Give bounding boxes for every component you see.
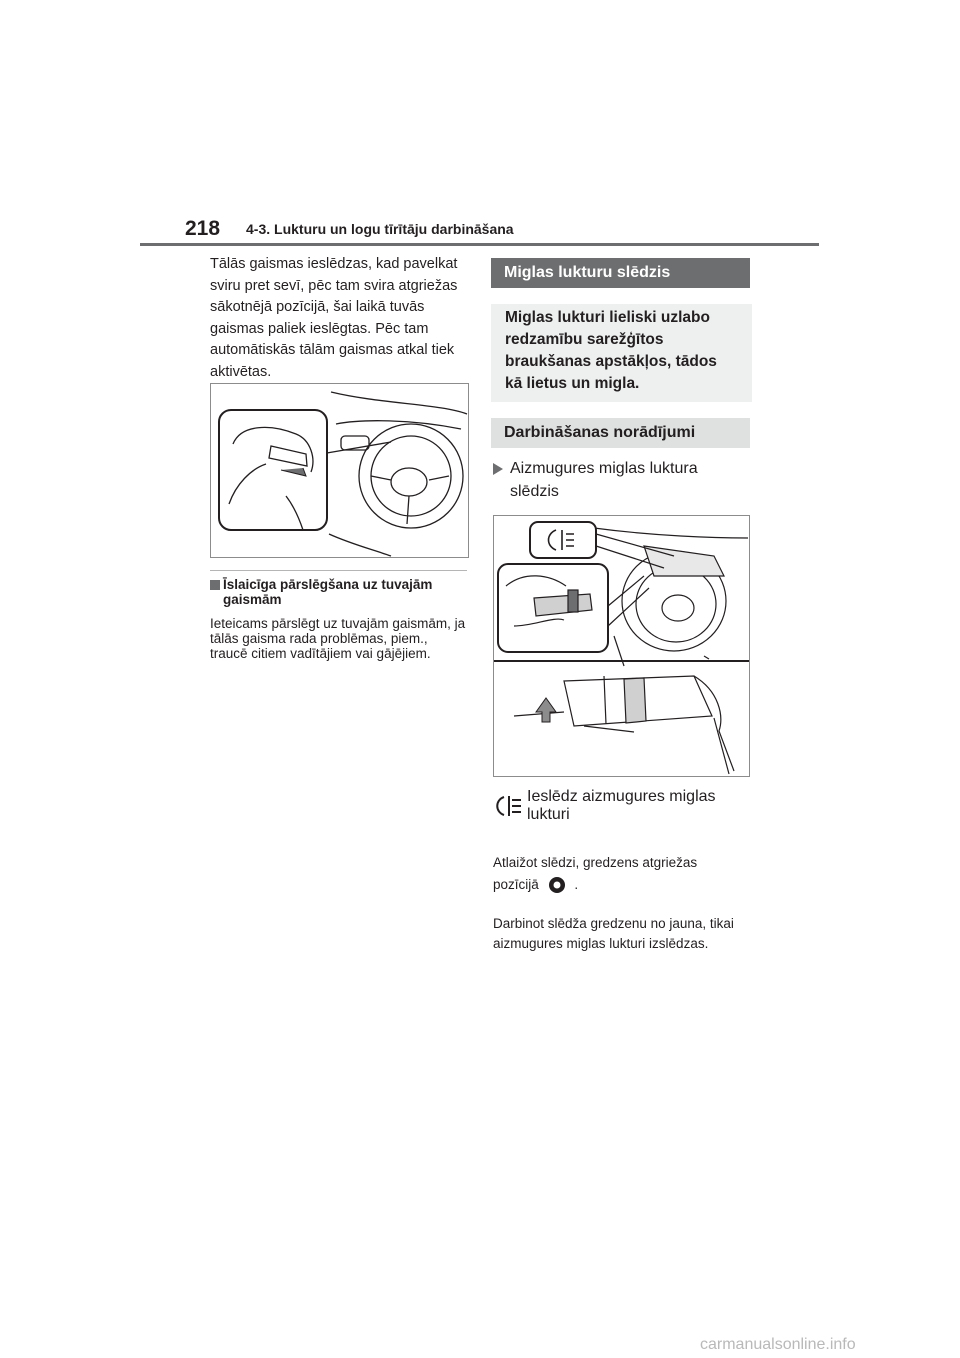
fog-switch-figure xyxy=(493,515,750,777)
bullet-item xyxy=(493,457,733,503)
intro-paragraph: Tālās gaismas ieslēdzas, kad pavelkat sviru pret sevī, pēc tam svira atgriežas sākotnējā pozīcijā, šai laikā tuvās gaismas paliek ieslēgtas. Pēc tam automātiskās tālām gaismas atkal tiek aktivētas. xyxy=(210,256,458,380)
icon-line-text-start: Ieslēdz aizmugures miglas lukturi xyxy=(527,788,716,823)
lever-pull-illustration xyxy=(211,384,468,557)
note-heading xyxy=(210,577,467,607)
watermark-text: carmanualsonline.info xyxy=(700,1336,856,1353)
square-bullet-icon xyxy=(210,580,220,590)
rear-fog-light-icon xyxy=(493,795,523,817)
subsection-title: Darbināšanas norādījumi xyxy=(504,424,696,441)
chapter-title: 4-3. Lukturu un logu tīrītāju darbināšana xyxy=(246,221,514,237)
release-period: . xyxy=(574,877,579,892)
note-divider xyxy=(210,570,467,571)
bullet-text: Aizmugures miglas luktura slēdzis xyxy=(510,460,698,500)
section-banner xyxy=(491,258,750,288)
section-title: Miglas lukturu slēdzis xyxy=(504,264,671,281)
steering-lever-figure xyxy=(210,383,469,558)
subsection-banner xyxy=(491,418,750,448)
summary-text: Miglas lukturi lieliski uzlabo redzamību sarežģītos braukšanas apstākļos, tādos kā lietus un migla. xyxy=(505,309,717,392)
header-rule xyxy=(140,243,819,246)
fog-switch-illustration xyxy=(494,516,749,776)
note-text: Ieteicams pārslēgt uz tuvajām gaismām, ja tālās gaisma rada problēmas, piem., traucē citiem vadītājiem vai gājējiem. xyxy=(210,616,466,661)
note-title: Īslaicīga pārslēgšana uz tuvajām gaismām xyxy=(223,577,433,607)
page-number: 218 xyxy=(185,217,221,240)
release-text: Atlaižot slēdzi, gredzens atgriežas pozīcijā xyxy=(493,855,698,892)
triangle-bullet-icon xyxy=(493,463,503,475)
operate-paragraph: Darbinot slēdža gredzenu no jauna, tikai aizmugures miglas lukturi izslēdzas. xyxy=(493,916,734,951)
off-position-icon xyxy=(547,875,567,895)
summary-box xyxy=(491,304,752,402)
release-paragraph xyxy=(493,852,743,896)
icon-line xyxy=(493,788,743,824)
